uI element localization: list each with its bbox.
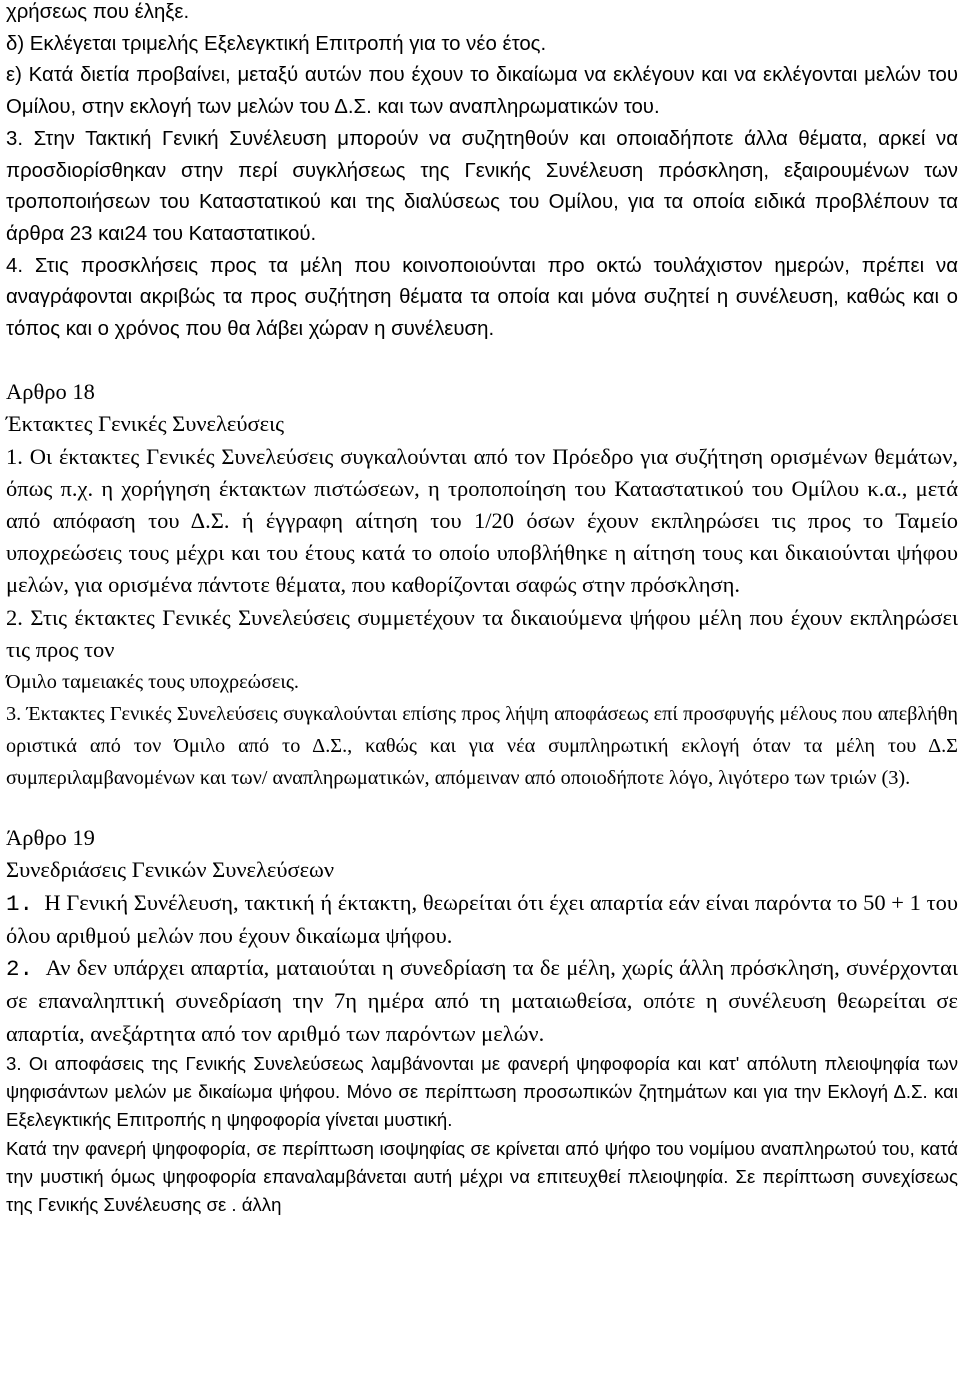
article-18-number: Αρθρο 18 bbox=[6, 378, 95, 404]
paragraph-4: 4. Στις προσκλήσεις προς τα μέλη που κοινοποιούνται προ οκτώ τουλάχιστον ημερών, πρέπει να αναγράφονται ακριβώς τα προς συζήτηση θέματα τα οποία και μόνα συζητεί η συνέλευση, καθώς και ο τόπος και ο χρόνος που θα λάβει χώραν η συνέλευση. bbox=[6, 254, 958, 341]
article-18-title: Έκτακτες Γενικές Συνελεύσεις bbox=[6, 411, 285, 437]
article-19-paragraph-3: 3. Οι αποφάσεις της Γενικής Συνελεύσεως λαμβάνονται με φανερή ψηφοφορία και κατ' απόλυτη πλειοψηφία των ψηφισάντων μελών με δικαίωμα ψήφου. Μόνο σε περίπτωση προσωπικών ζητημάτων και για την Εκλογή Δ.Σ. και Εξελεγκτικής Επιτροπής η ψηφοφορία γίνεται μυστική. bbox=[6, 1052, 958, 1131]
paragraph-2-number: 2. bbox=[6, 956, 34, 983]
paragraph-3: 3. Στην Τακτική Γενική Συνέλευση μπορούν να συζητηθούν και οποιαδήποτε άλλα θέματα, αρκεί να προσδιορίσθηκαν στην περί συγκλήσεως της Γενικής Συνέλευση πρόσκληση, εξαιρουμένων των τροποποιήσεων του Καταστατικού και της διαλύσεως του Ομίλου, για τα οποία ειδικά προβλέπουν τα άρθρα 23 και24 του Καταστατικού. bbox=[6, 127, 958, 245]
article-19-paragraph-4: Κατά την φανερή ψηφοφορία, σε περίπτωση ισοψηφίας σε κρίνεται από ψήφο του νομίμου αναπληρωτού του, κατά την μυστική όμως ψηφοφορία επαναλαμβάνεται αυτή μέχρι να επιτευχθεί πλειοψηφία. Σε περίπτωση συνεχίσεως της Γενικής Συνέλευσης σε . άλλη bbox=[6, 1137, 958, 1216]
article-18-paragraph-2-cont: Όμιλο ταμειακές τους υποχρεώσεις. bbox=[6, 670, 299, 693]
paragraph-1-text: Η Γενική Συνέλευση, τακτική ή έκτακτη, θεωρείται ότι έχει απαρτία εάν είναι παρόντα το 50 + 1 του όλου αριθμού μελών που έχουν δικαίωμα ψήφου. bbox=[6, 889, 958, 948]
article-19 bbox=[6, 822, 958, 1220]
article-19-number: Άρθρο 19 bbox=[6, 824, 95, 850]
item-e: ε) Κατά διετία προβαίνει, μεταξύ αυτών που έχουν το δικαίωμα να εκλέγουν και να εκλέγονται μελών του Ομίλου, στην εκλογή των μελών του Δ.Σ. και των αναπληρωματικών του. bbox=[6, 64, 958, 119]
article-18-paragraph-2: 2. Στις έκτακτες Γενικές Συνελεύσεις συμμετέχουν τα δικαιούμενα ψήφου μέλη που έχουν εκπληρώσει τις προς τον bbox=[6, 604, 958, 662]
article-18-paragraph-3: 3. Έκτακτες Γενικές Συνελεύσεις συγκαλούνται επίσης προς λήψη αποφάσεως επί προσφυγής μέλους που απεβλήθη οριστικά από τον Όμιλο από το Δ.Σ., καθώς και για νέα συμπληρωτική εκλογή όταν τα μέλη του Δ.Σ συμπεριλαμβανομένων και των/ αναπληρωματικών, απόμειναν από οποιοδήποτε λόγο, λιγότερο των τριών (3). bbox=[6, 702, 958, 789]
paragraph-1-number: 1. bbox=[6, 890, 34, 917]
article-18-paragraph-1: 1. Οι έκτακτες Γενικές Συνελεύσεις συγκαλούνται από τον Πρόεδρο για συζήτηση ορισμένων θεμάτων, όπως π.χ. η χορήγηση έκτακτων πιστώσεων, η τροποποίηση του Καταστατικού του Ομίλου κ.α., μετά από απόφαση του Δ.Σ. ή έγγραφη αίτηση του 1/20 όσων έχουν εκπληρώσει τις προς το Ταμείο υποχρεώσεις τους μέχρι και του έτους κατά το οποίο υποβλήθηκε η αίτηση τους και δικαιούνται ψήφου μελών, για ορισμένα πάντοτε θέματα, που καθορίζονται σαφώς στην πρόσκληση. bbox=[6, 443, 958, 598]
paragraph-2-text: Αν δεν υπάρχει απαρτία, ματαιούται η συνεδρίαση τα δε μέλη, χωρίς άλλη πρόσκληση, συνέρχονται σε επαναληπτική συνεδρίαση την 7η ημέρα από τη ματαιωθείσα, οπότε η συνέλευση θεωρείται σε απαρτία, ανεξάρτητα από τον αριθμό των παρόντων μελών. bbox=[6, 955, 959, 1046]
item-d: δ) Εκλέγεται τριμελής Εξελεγκτική Επιτροπή για το νέο έτος. bbox=[6, 32, 547, 55]
article-18 bbox=[6, 376, 958, 794]
article-19-paragraph-1 bbox=[6, 887, 958, 952]
article-19-paragraph-2 bbox=[6, 952, 958, 1050]
closing-line: χρήσεως που έληξε. bbox=[6, 1, 190, 23]
article-19-title: Συνεδριάσεις Γενικών Συνελεύσεων bbox=[6, 857, 335, 883]
top-section bbox=[6, 0, 958, 346]
